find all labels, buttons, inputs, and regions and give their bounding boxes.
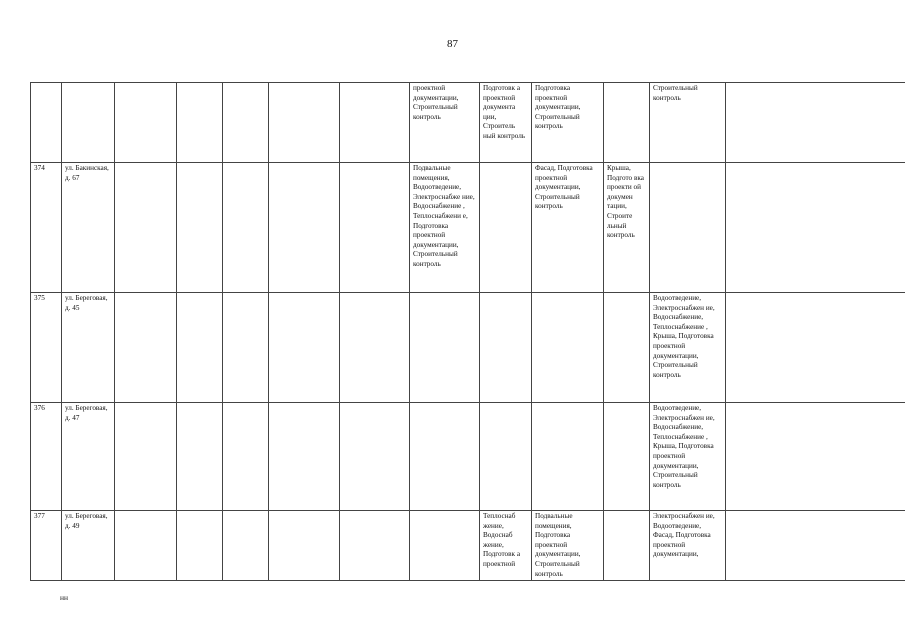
works-col-9-cell: [480, 293, 532, 403]
works-col-12-cell: Водоотведение, Электроснабжен ие, Водоснабжение, Теплоснабжение , Крыша, Подготовка проектной документации, Строительный контроль: [650, 293, 726, 403]
works-col-10-cell: Подготовка проектной документации, Строительный контроль: [532, 83, 604, 163]
works-col-11-cell: [604, 511, 650, 581]
row-number-cell: 374: [31, 163, 62, 293]
works-col-9-cell: Подготовк а проектной документа ции, Строитель ный контроль: [480, 83, 532, 163]
works-col-12-cell: [650, 163, 726, 293]
works-col-8-cell: проектной документации, Строительный контроль: [410, 83, 480, 163]
works-col-11-cell: [604, 403, 650, 511]
col-4-cell: [177, 511, 223, 581]
table-row: [31, 403, 905, 511]
works-col-10-cell: Подвальные помещения, Подготовка проектной документации, Строительный контроль: [532, 511, 604, 581]
col-5-cell: [223, 163, 269, 293]
works-col-8-cell: [410, 293, 480, 403]
col-13-cell: [726, 511, 905, 581]
col-6-cell: [269, 163, 340, 293]
col-3-cell: [115, 511, 177, 581]
col-7-cell: [340, 511, 410, 581]
address-cell: [62, 83, 115, 163]
works-col-11-cell: [604, 293, 650, 403]
col-7-cell: [340, 403, 410, 511]
col-13-cell: [726, 403, 905, 511]
works-col-12-cell: Водоотведение, Электроснабжен ие, Водоснабжение, Теплоснабжение , Крыша, Подготовка проектной документации, Строительный контроль: [650, 403, 726, 511]
col-13-cell: [726, 163, 905, 293]
col-5-cell: [223, 511, 269, 581]
works-col-10-cell: Фасад, Подготовка проектной документации, Строительный контроль: [532, 163, 604, 293]
col-6-cell: [269, 83, 340, 163]
address-cell: ул. Береговая, д. 49: [62, 511, 115, 581]
works-col-10-cell: [532, 293, 604, 403]
footer-note: нн: [60, 593, 69, 602]
works-col-11-cell: Крыша, Подгото вка проекти ой докумен тации, Строите льный контроль: [604, 163, 650, 293]
col-13-cell: [726, 83, 905, 163]
address-cell: ул. Береговая, д. 45: [62, 293, 115, 403]
works-col-9-cell: Теплоснаб жение, Водоснаб жение, Подготовк а проектной: [480, 511, 532, 581]
table-row: [31, 511, 905, 581]
works-col-11-cell: [604, 83, 650, 163]
works-col-9-cell: [480, 403, 532, 511]
col-13-cell: [726, 293, 905, 403]
col-3-cell: [115, 163, 177, 293]
col-4-cell: [177, 83, 223, 163]
col-6-cell: [269, 293, 340, 403]
repair-schedule-table: [30, 82, 905, 581]
col-6-cell: [269, 403, 340, 511]
col-7-cell: [340, 163, 410, 293]
col-3-cell: [115, 83, 177, 163]
row-number-cell: 375: [31, 293, 62, 403]
works-col-8-cell: Подвальные помещения, Водоотведение, Электроснабже ние, Водоснабжение , Теплоснабжени е, Подготовка проектной документации, Строительный контроль: [410, 163, 480, 293]
works-col-12-cell: Строительный контроль: [650, 83, 726, 163]
col-5-cell: [223, 403, 269, 511]
col-3-cell: [115, 403, 177, 511]
col-3-cell: [115, 293, 177, 403]
works-col-12-cell: Электроснабжен ие, Водоотведение, Фасад, Подготовка проектной документации,: [650, 511, 726, 581]
row-number-cell: 377: [31, 511, 62, 581]
works-col-10-cell: [532, 403, 604, 511]
col-4-cell: [177, 293, 223, 403]
col-4-cell: [177, 403, 223, 511]
table-row: [31, 163, 905, 293]
col-7-cell: [340, 83, 410, 163]
table-row: [31, 83, 905, 163]
row-number-cell: [31, 83, 62, 163]
works-col-8-cell: [410, 511, 480, 581]
row-number-cell: 376: [31, 403, 62, 511]
works-col-9-cell: [480, 163, 532, 293]
page-number: 87: [447, 38, 458, 50]
col-5-cell: [223, 83, 269, 163]
col-7-cell: [340, 293, 410, 403]
address-cell: ул. Береговая, д. 47: [62, 403, 115, 511]
works-col-8-cell: [410, 403, 480, 511]
col-4-cell: [177, 163, 223, 293]
col-5-cell: [223, 293, 269, 403]
col-6-cell: [269, 511, 340, 581]
address-cell: ул. Бакинская, д. 67: [62, 163, 115, 293]
table-row: [31, 293, 905, 403]
